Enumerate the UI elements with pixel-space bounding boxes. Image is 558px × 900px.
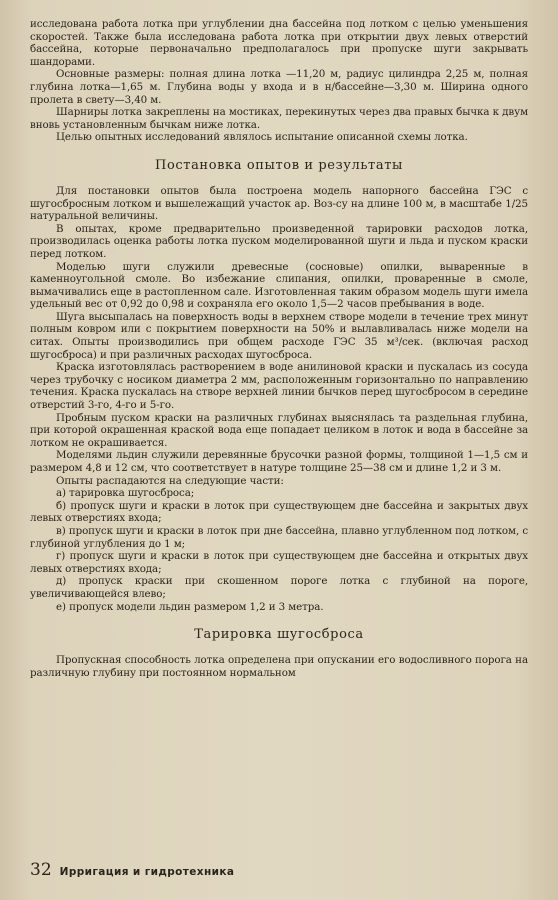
bottom-section (30, 654, 528, 679)
list-item: б) пропуск шуги и краски в лоток при существующем дне бассейна и закрытых двух левых отверстиях входа; (30, 499, 528, 525)
paragraph: Для постановки опытов была построена модель напорного бассейна ГЭС с шугосбросным лотком и вышележащий участок ар. Воз-су на длине 100 м, в масштабе 1/25 натуральной величины. (30, 184, 528, 223)
list-item: д) пропуск краски при скошенном пороге лотка с глубиной на пороге, увеличивающейся влево; (30, 575, 528, 600)
paragraph: Моделями льдин служили деревянные брусочки разной формы, толщиной 1—1,5 см и размером 4,8 и 12 см, что соответствует в натуре толщине 25—38 см и длине 1,2 и 3 м. (30, 449, 528, 474)
paragraph: Пробным пуском краски на различных глубинах выяснялась та раздельная глубина, при которой окрашенная краской вода еще попадает целиком в лоток и вода в бассейне за лотком не окрашивается. (30, 411, 528, 449)
paragraph: Краска изготовлялась растворением в воде анилиновой краски и пускалась из сосуда через трубочку с носиком диаметра 2 мм, расположенным горизонтально по направлению течения. Краска пускалась на створе верхней линии бычков перед шугосбросом в середине отверстий 3-го, 4-го и 5-го. (30, 361, 528, 412)
list-item: е) пропуск модели льдин размером 1,2 и 3 метра. (56, 600, 324, 613)
list-item: а) тарировка шугосброса; (56, 487, 195, 500)
paragraph: Моделью шуги служили древесные (сосновые) опилки, вываренные в каменноугольной смоле. Во избежание слипания, опилки, проваренные в смоле, вымачивались еще в растопленном сале. Изготовленная таким образом модель шуги имела удельный вес от 0,92 до 0,98 и сохраняла его около 1,5—2 часов пребывания в воде. (30, 260, 528, 311)
list-item: г) пропуск шуги и краски в лоток при существующем дне бассейна и открытых двух левых отверстиях входа; (30, 550, 528, 575)
paragraph: Пропускная способность лотка определена при опускании его водосливного порога на различную глубину при постоянном нормальном (30, 654, 528, 679)
paragraph: исследована работа лотка при углублении дна бассейна под лотком с целью уменьшения скоростей. Также была исследована работа лотка при открытии двух левых отверстий бассейна, которые первоначально предполагалось при пропуске шуги закрывать шандорами. (30, 18, 528, 68)
paragraph: Шуга высыпалась на поверхность воды в верхнем створе модели в течение трех минут полным ковром или с покрытием поверхности на 50% и вылавливалась ниже модели на ситах. Опыты производились при общем расходе ГЭС 35 м³/сек. (включая расход шугосброса) и при различных расходах шугосброса. (30, 310, 528, 361)
page-footer (30, 860, 234, 880)
paragraph: Целью опытных исследований являлось испытание описанной схемы лотка. (56, 131, 468, 144)
paragraph: Опыты распадаются на следующие части: (56, 474, 284, 487)
list-item: в) пропуск шуги и краски в лоток при дне бассейна, плавно углубленном под лотком, с глубиной углубления до 1 м; (30, 524, 528, 550)
paragraph: Шарниры лотка закреплены на мостиках, перекинутых через два правых бычка к двум вновь установленным бычкам ниже лотка. (30, 106, 528, 131)
experiment-parts-list (30, 487, 528, 613)
section-heading: Тарировка шугосброса (194, 627, 364, 643)
mid-section (30, 185, 528, 487)
top-section (30, 18, 528, 144)
section-heading: Постановка опытов и результаты (155, 157, 403, 173)
page-number: 32 (30, 860, 52, 880)
paragraph: В опытах, кроме предварительно произведенной тарировки расходов лотка, производилась оценка работы лотка пуском моделированной шуги и льда и пуском краски перед лотком. (30, 222, 528, 260)
journal-title: Ирригация и гидротехника (59, 866, 235, 878)
paragraph: Основные размеры: полная длина лотка —11,20 м, радиус цилиндра 2,25 м, полная глубина лотка—1,65 м. Глубина воды у входа и в н/бассейне—3,30 м. Ширина одного пролета в свету—3,40 м. (30, 68, 528, 106)
